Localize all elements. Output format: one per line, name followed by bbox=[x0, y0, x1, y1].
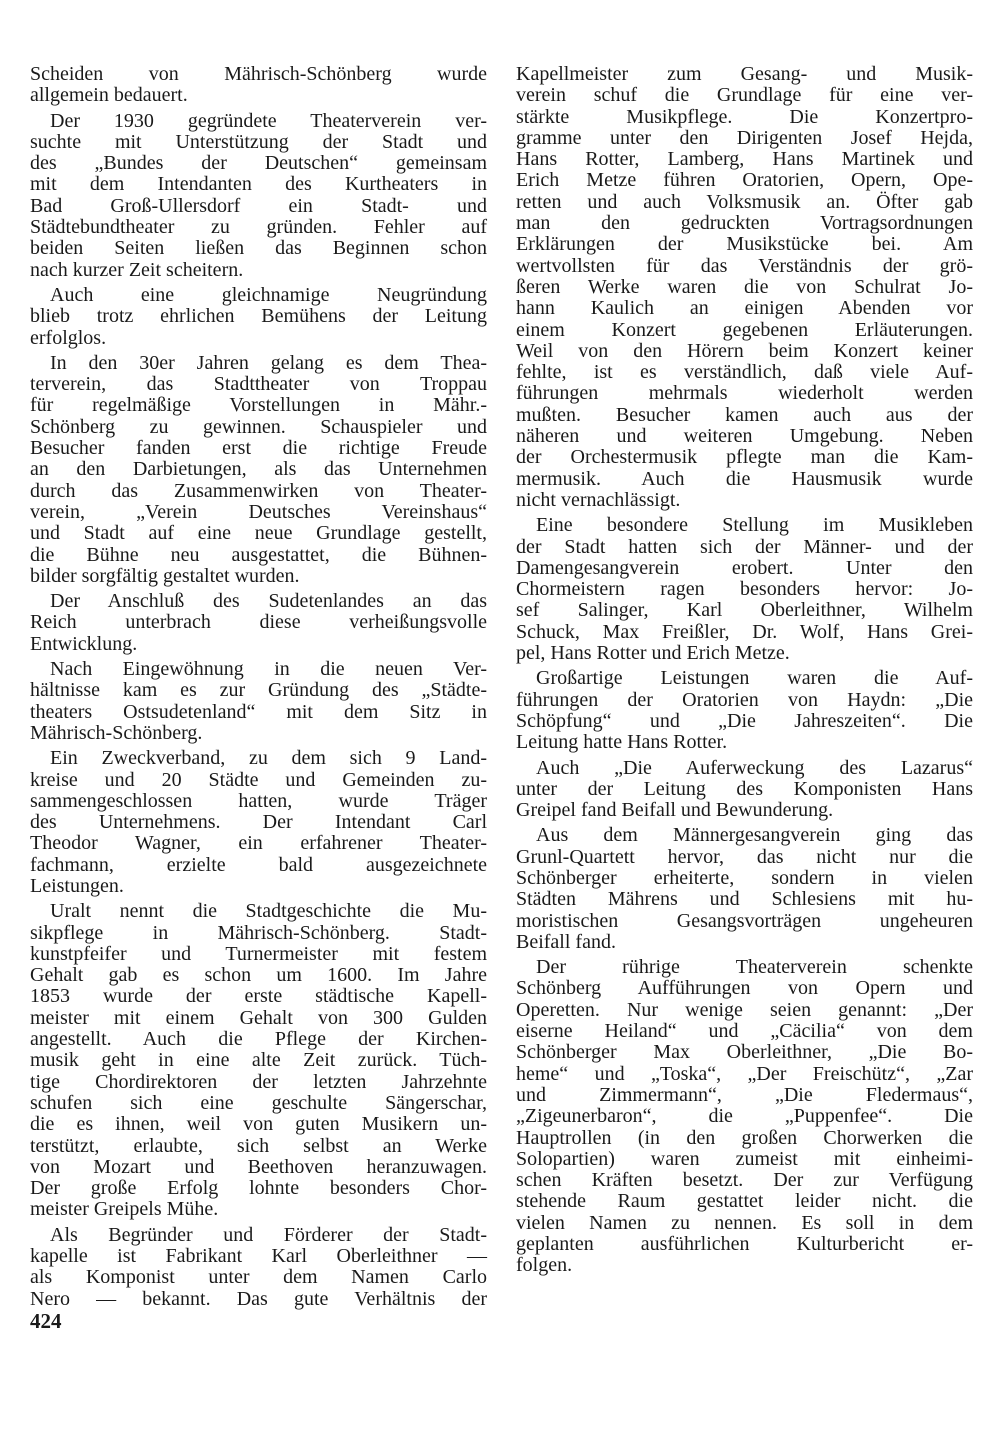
text-line: hann Kaulich an einigen Abenden vor bbox=[516, 297, 973, 320]
text-line: als Komponist unter dem Namen Carlo bbox=[30, 1266, 487, 1289]
text-line: bilder sorgfältig gestaltet wurden. bbox=[30, 564, 300, 587]
text-line: kunstpfeifer und Turnermeister mit festem bbox=[30, 942, 487, 965]
text-line: heme“ und „Toska“, „Der Freischütz“, „Zar bbox=[516, 1062, 973, 1085]
text-line: stärkte Musikpflege. Die Konzertpro- bbox=[516, 105, 973, 128]
paragraph bbox=[30, 285, 487, 349]
text-line: Damengesangverein erobert. Unter den bbox=[516, 556, 973, 579]
text-line: theaters Ostsudetenland“ mit dem Sitz in bbox=[30, 700, 487, 723]
text-line: durch das Zusammenwirken von Theater- bbox=[30, 479, 487, 502]
paragraph bbox=[30, 111, 487, 281]
text-line: Scheiden von Mährisch-Schönberg wurde bbox=[30, 63, 487, 85]
text-line: Kapellmeister zum Gesang- und Musik- bbox=[516, 63, 973, 85]
text-line: Weil von den Hörern beim Konzert keiner bbox=[516, 339, 973, 362]
text-line: Schönberg Aufführungen von Opern und bbox=[516, 977, 973, 1000]
text-line: blieb trotz ehrlichen Bemühens der Leitung bbox=[30, 305, 487, 328]
text-line: fachmann, erzielte bald ausgezeichnete bbox=[30, 853, 487, 876]
text-line: 1853 wurde der erste städtische Kapell- bbox=[30, 985, 487, 1008]
text-line: der Stadt hatten sich der Männer- und der bbox=[516, 535, 973, 558]
right-column bbox=[516, 64, 973, 1281]
text-line: vielen Namen zu nennen. Es soll in dem bbox=[516, 1211, 973, 1234]
text-line: Beifall fand. bbox=[516, 930, 616, 953]
text-line: Schönberger Max Oberleithner, „Die Bo- bbox=[516, 1041, 973, 1064]
text-line: moristischen Gesangsvorträgen ungeheuren bbox=[516, 909, 973, 932]
text-line: stehende Raum gestattet leider nicht. die bbox=[516, 1190, 973, 1213]
text-line: erfolglos. bbox=[30, 326, 107, 349]
text-line: kapelle ist Fabrikant Karl Oberleithner — bbox=[30, 1245, 487, 1268]
text-line: Erich Metze führen Oratorien, Opern, Ope- bbox=[516, 169, 973, 192]
paragraph bbox=[516, 515, 973, 664]
paragraph bbox=[30, 748, 487, 897]
text-line: Städtebundtheater zu gründen. Fehler auf bbox=[30, 216, 487, 239]
text-line: wertvollsten für das Verständnis der grö- bbox=[516, 254, 973, 277]
text-line: angestellt. Auch die Pflege der Kirchen- bbox=[30, 1028, 487, 1051]
text-line: Der große Erfolg lohnte besonders Chor- bbox=[30, 1177, 487, 1200]
text-line: Chormeistern ragen besonders hervor: Jo- bbox=[516, 578, 973, 601]
text-line: In den 30er Jahren gelang es dem Thea- bbox=[50, 351, 487, 374]
text-line: Schöpfung“ und „Die Jahreszeiten“. Die bbox=[516, 709, 973, 732]
text-line: kreise und 20 Städte und Gemeinden zu- bbox=[30, 768, 487, 791]
text-line: Mährisch-Schönberg. bbox=[30, 721, 203, 744]
text-line: Operetten. Nur wenige seien genannt: „Der bbox=[516, 998, 973, 1021]
text-line: Städten Mährens und Schlesiens mit hu- bbox=[516, 888, 973, 911]
text-line: Auch „Die Auferweckung des Lazarus“ bbox=[536, 756, 973, 779]
text-line: schufen sich eine geschulte Sängerschar, bbox=[30, 1091, 487, 1114]
text-line: Bad Groß-Ullersdorf ein Stadt- und bbox=[30, 194, 487, 217]
text-line: von Mozart und Beethoven heranzuwagen. bbox=[30, 1155, 487, 1178]
text-line: sammengeschlossen hatten, wurde Träger bbox=[30, 789, 487, 812]
paragraph bbox=[30, 64, 487, 107]
text-line: ßeren Werke waren die von Schulrat Jo- bbox=[516, 275, 973, 298]
text-line: nach kurzer Zeit scheitern. bbox=[30, 258, 244, 281]
text-line: an den Darbietungen, als das Unternehmen bbox=[30, 458, 487, 481]
text-line: mußten. Besucher kamen auch aus der bbox=[516, 403, 973, 426]
text-line: einem Konzert gegebenen Erläuterungen. bbox=[516, 318, 973, 341]
text-line: verein schuf die Grundlage für eine ver- bbox=[516, 84, 973, 107]
left-column bbox=[30, 64, 487, 1314]
text-line: Auch eine gleichnamige Neugründung bbox=[50, 283, 487, 306]
paragraph bbox=[516, 758, 973, 822]
text-line: terstützt, erlaubte, sich selbst an Werke bbox=[30, 1134, 487, 1157]
text-line: Schuck, Max Freißler, Dr. Wolf, Hans Grei- bbox=[516, 620, 973, 643]
text-line: pel, Hans Rotter und Erich Metze. bbox=[516, 642, 790, 665]
text-line: Nero — bekannt. Das gute Verhältnis der bbox=[30, 1287, 487, 1310]
text-line: „Zigeunerbaron“, die „Puppenfee“. Die bbox=[516, 1105, 973, 1128]
text-line: meister mit einem Gehalt von 300 Gulden bbox=[30, 1006, 487, 1029]
text-line: führungen mehrmals wiederholt werden bbox=[516, 382, 973, 405]
text-line: Greipel fand Beifall und Bewunderung. bbox=[516, 799, 834, 822]
text-line: Als Begründer und Förderer der Stadt- bbox=[50, 1223, 487, 1246]
text-line: suchte mit Unterstützung der Stadt und bbox=[30, 130, 487, 153]
text-line: Theodor Wagner, ein erfahrener Theater- bbox=[30, 832, 487, 855]
paragraph bbox=[30, 353, 487, 587]
text-line: allgemein bedauert. bbox=[30, 84, 188, 107]
text-line: gramme unter den Dirigenten Josef Hejda, bbox=[516, 126, 973, 149]
text-line: meister Greipels Mühe. bbox=[30, 1198, 219, 1221]
text-line: der Orchestermusik pflegte man die Kam- bbox=[516, 446, 973, 469]
text-line: eiserne Heiland“ und „Cäcilia“ von dem bbox=[516, 1020, 973, 1043]
paragraph bbox=[516, 64, 973, 511]
text-line: Ein Zweckverband, zu dem sich 9 Land- bbox=[50, 747, 487, 770]
text-line: verein, „Verein Deutsches Vereinshaus“ bbox=[30, 500, 487, 523]
text-line: tige Chordirektoren der letzten Jahrzehnte bbox=[30, 1070, 487, 1093]
text-line: Erklärungen der Musikstücke bei. Am bbox=[516, 233, 973, 256]
text-line: des „Bundes der Deutschen“ gemeinsam bbox=[30, 152, 487, 175]
text-line: Reich unterbrach diese verheißungsvolle bbox=[30, 611, 487, 634]
paragraph bbox=[30, 591, 487, 655]
text-line: beiden Seiten ließen das Beginnen schon bbox=[30, 237, 487, 260]
text-line: Nach Eingewöhnung in die neuen Ver- bbox=[50, 658, 487, 681]
paragraph bbox=[30, 659, 487, 744]
text-line: man den gedruckten Vortragsordnungen bbox=[516, 212, 973, 235]
text-line: fehlte, ist es verständlich, daß viele Auf- bbox=[516, 361, 973, 384]
text-line: hältnisse kam es zur Gründung des „Städte- bbox=[30, 679, 487, 702]
text-line: Hans Rotter, Lamberg, Hans Martinek und bbox=[516, 148, 973, 171]
text-line: Gehalt gab es schon um 1600. Im Jahre bbox=[30, 964, 487, 987]
text-line: geplanten ausführlichen Kulturbericht er- bbox=[516, 1233, 973, 1256]
text-line: Hauptrollen (in den großen Chorwerken die bbox=[516, 1126, 973, 1149]
text-line: retten und auch Volksmusik an. Öfter gab bbox=[516, 190, 973, 213]
text-line: mit dem Intendanten des Kurtheaters in bbox=[30, 173, 487, 196]
text-line: musik geht in eine alte Zeit zurück. Tüch- bbox=[30, 1049, 487, 1072]
text-line: schen Kräften besetzt. Der zur Verfügung bbox=[516, 1169, 973, 1192]
text-line: Der rührige Theaterverein schenkte bbox=[536, 956, 973, 979]
text-line: Uralt nennt die Stadtgeschichte die Mu- bbox=[50, 900, 487, 923]
page-number: 424 bbox=[30, 1309, 62, 1333]
text-line: näheren und weiteren Umgebung. Neben bbox=[516, 425, 973, 448]
text-line: Solopartien) waren zumeist mit einheimi- bbox=[516, 1147, 973, 1170]
paragraph bbox=[30, 1225, 487, 1310]
text-line: sef Salinger, Karl Oberleithner, Wilhelm bbox=[516, 599, 973, 622]
text-line: terverein, das Stadttheater von Troppau bbox=[30, 373, 487, 396]
paragraph bbox=[30, 901, 487, 1220]
text-line: und Zimmermann“, „Die Fledermaus“, bbox=[516, 1083, 973, 1106]
paragraph bbox=[516, 825, 973, 953]
text-line: Eine besondere Stellung im Musikleben bbox=[536, 514, 973, 537]
text-line: unter der Leitung des Komponisten Hans bbox=[516, 777, 973, 800]
text-line: Aus dem Männergesangverein ging das bbox=[536, 824, 973, 847]
text-line: Grunl-Quartett hervor, das nicht nur die bbox=[516, 845, 973, 868]
text-line: für regelmäßige Vorstellungen in Mähr.- bbox=[30, 394, 487, 417]
text-line: folgen. bbox=[516, 1254, 573, 1277]
text-line: sikpflege in Mährisch-Schönberg. Stadt- bbox=[30, 921, 487, 944]
text-line: Entwicklung. bbox=[30, 632, 138, 655]
text-line: Der Anschluß des Sudetenlandes an das bbox=[50, 590, 487, 613]
text-line: Besucher fanden erst die richtige Freude bbox=[30, 437, 487, 460]
paragraph bbox=[516, 957, 973, 1276]
text-line: Großartige Leistungen waren die Auf- bbox=[536, 667, 973, 690]
text-line: Leitung hatte Hans Rotter. bbox=[516, 731, 728, 754]
text-line: Leistungen. bbox=[30, 874, 124, 897]
text-line: Schönberger erheiterte, sondern in vielen bbox=[516, 866, 973, 889]
text-line: des Unternehmens. Der Intendant Carl bbox=[30, 811, 487, 834]
text-line: und Stadt auf eine neue Grundlage gestellt, bbox=[30, 522, 487, 545]
paragraph bbox=[516, 668, 973, 753]
text-line: Der 1930 gegründete Theaterverein ver- bbox=[50, 109, 487, 132]
text-line: mermusik. Auch die Hausmusik wurde bbox=[516, 467, 973, 490]
text-line: Schönberg zu gewinnen. Schauspieler und bbox=[30, 415, 487, 438]
text-line: führungen der Oratorien von Haydn: „Die bbox=[516, 688, 973, 711]
text-line: nicht vernachlässigt. bbox=[516, 488, 681, 511]
text-line: die Bühne neu ausgestattet, die Bühnen- bbox=[30, 543, 487, 566]
text-line: die es ihnen, weil von guten Musikern un- bbox=[30, 1113, 487, 1136]
